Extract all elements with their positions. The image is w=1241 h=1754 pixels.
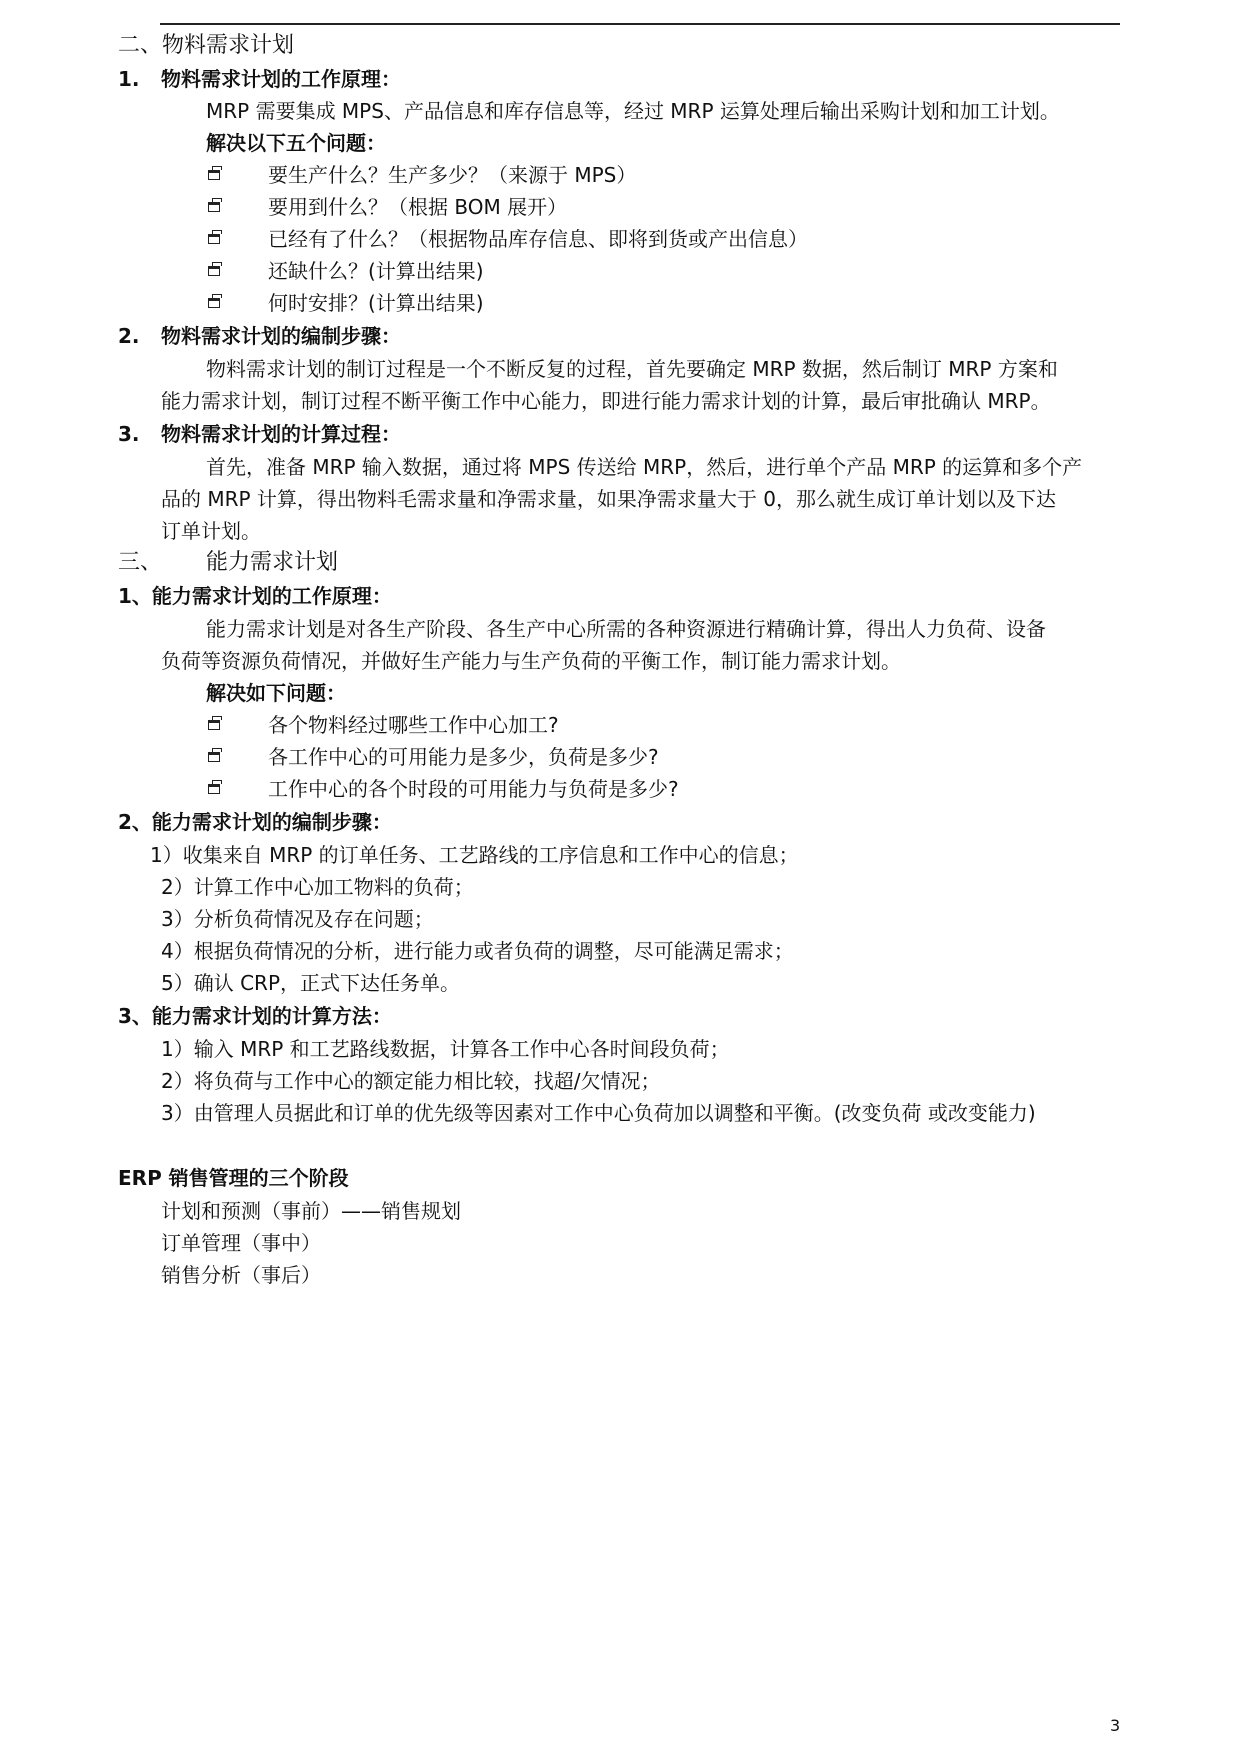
window-bullet-icon (208, 298, 220, 308)
s3-item-2-heading: 2、能力需求计划的编制步骤： (118, 810, 392, 834)
s2-paragraph-3-line-2: 品的 MRP 计算，得出物料毛需求量和净需求量，如果净需求量大于 0，那么就生成订单计划以及下达 (161, 487, 1057, 511)
s2-item-3-heading: 物料需求计划的计算过程： (161, 422, 401, 446)
s2-item-2-heading: 物料需求计划的编制步骤： (161, 324, 401, 348)
s3-step-3: 3）分析负荷情况及存在问题； (161, 907, 434, 931)
s3-step-4: 4）根据负荷情况的分析，进行能力或者负荷的调整，尽可能满足需求； (161, 939, 794, 963)
s2-bullet-2: 要用到什么？（根据 BOM 展开） (268, 195, 568, 219)
s3-method-1: 1）输入 MRP 和工艺路线数据，计算各工作中心各时间段负荷； (161, 1037, 730, 1061)
s3-item-1-heading: 1、能力需求计划的工作原理： (118, 584, 392, 608)
s3-step-2: 2）计算工作中心加工物料的负荷； (161, 875, 474, 899)
window-bullet-icon (208, 202, 220, 212)
s3-solve-label: 解决如下问题： (206, 681, 346, 705)
erp-stage-2: 订单管理（事中） (161, 1231, 321, 1255)
s3-paragraph-1-line-2: 负荷等资源负荷情况，并做好生产能力与生产负荷的平衡工作，制订能力需求计划。 (161, 649, 901, 673)
s3-bullet-2: 各工作中心的可用能力是多少，负荷是多少? (268, 745, 659, 769)
s2-item-1-number: 1. (118, 67, 140, 91)
section-3-number: 三、 (118, 550, 163, 575)
section-3-title: 能力需求计划 (206, 550, 339, 575)
s3-paragraph-1-line-1: 能力需求计划是对各生产阶段、各生产中心所需的各种资源进行精确计算，得出人力负荷、设备 (206, 617, 1046, 641)
s3-bullet-1: 各个物料经过哪些工作中心加工? (268, 713, 559, 737)
erp-stage-1: 计划和预测（事前）——销售规划 (161, 1199, 461, 1223)
s3-bullet-3: 工作中心的各个时段的可用能力与负荷是多少? (268, 777, 679, 801)
window-bullet-icon (208, 720, 220, 730)
s3-method-3: 3）由管理人员据此和订单的优先级等因素对工作中心负荷加以调整和平衡。(改变负荷 或改变能力) (161, 1101, 1036, 1125)
s2-item-1-heading: 物料需求计划的工作原理： (161, 67, 401, 91)
s2-paragraph-3-line-1: 首先，准备 MRP 输入数据，通过将 MPS 传送给 MRP，然后，进行单个产品 MRP 的运算和多个产 (206, 455, 1083, 479)
s2-paragraph-3-line-3: 订单计划。 (161, 519, 261, 543)
s3-step-1: 1）收集来自 MRP 的订单任务、工艺路线的工序信息和工作中心的信息； (150, 843, 799, 867)
s2-bullet-1: 要生产什么？生产多少？（来源于 MPS） (268, 163, 637, 187)
s2-paragraph-2-line-2: 能力需求计划，制订过程不断平衡工作中心能力，即进行能力需求计划的计算，最后审批确认 MRP。 (161, 389, 1051, 413)
window-bullet-icon (208, 234, 220, 244)
s3-step-5: 5）确认 CRP，正式下达任务单。 (161, 971, 461, 995)
s2-bullet-4: 还缺什么？(计算出结果) (268, 259, 484, 283)
s2-bullet-5: 何时安排？(计算出结果) (268, 291, 484, 315)
window-bullet-icon (208, 266, 220, 276)
s2-solve-label: 解决以下五个问题： (206, 131, 386, 155)
s3-item-3-heading: 3、能力需求计划的计算方法： (118, 1004, 392, 1028)
section-2-title: 二、物料需求计划 (118, 33, 295, 58)
erp-stage-3: 销售分析（事后） (161, 1263, 321, 1287)
window-bullet-icon (208, 784, 220, 794)
s2-item-2-number: 2. (118, 324, 140, 348)
erp-heading: ERP 销售管理的三个阶段 (118, 1166, 349, 1190)
s2-paragraph-2-line-1: 物料需求计划的制订过程是一个不断反复的过程，首先要确定 MRP 数据，然后制订 MRP 方案和 (206, 357, 1058, 381)
window-bullet-icon (208, 752, 220, 762)
s2-item-3-number: 3. (118, 422, 140, 446)
s2-bullet-3: 已经有了什么？（根据物品库存信息、即将到货或产出信息） (268, 227, 808, 251)
window-bullet-icon (208, 170, 220, 180)
s3-method-2: 2）将负荷与工作中心的额定能力相比较，找超/欠情况； (161, 1069, 661, 1093)
header-rule (160, 23, 1120, 25)
s2-paragraph-1: MRP 需要集成 MPS、产品信息和库存信息等，经过 MRP 运算处理后输出采购计划和加工计划。 (206, 99, 1060, 123)
page-number: 3 (1110, 1716, 1121, 1735)
